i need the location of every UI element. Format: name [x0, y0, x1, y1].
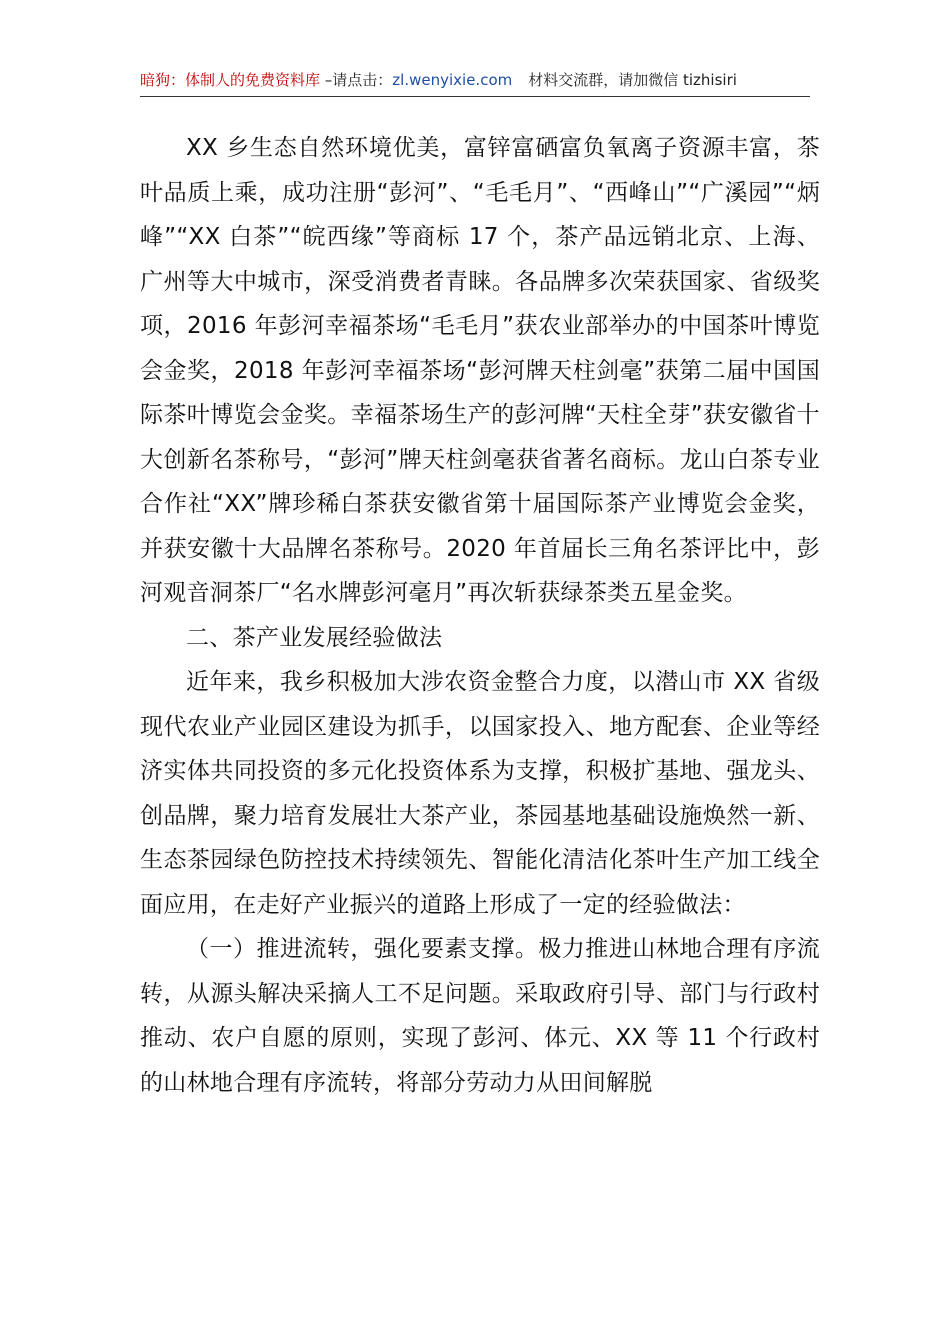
paragraph-transfer: （一）推进流转，强化要素支撑。极力推进山林地合理有序流转，从源头解决采摘人工不足问题。采取政府引导、部门与行政村推动、农户自愿的原则，实现了彭河、体元、XX 等 11 个行政村的山林地合理有序流转，将部分劳动力从田间解脱	[140, 936, 820, 1096]
header-prompt: –请点击：	[320, 71, 393, 89]
header-contact: 材料交流群，请加微信 tizhisiri	[528, 71, 737, 89]
page-header	[140, 66, 810, 97]
paragraph-brands: XX 乡生态自然环境优美，富锌富硒富负氧离子资源丰富，茶叶品质上乘，成功注册“彭河”、“毛毛月”、“西峰山”“广溪园”“炳峰”“XX 白茶”“皖西缘”等商标 17 个，茶产品远销北京、上海、广州等大中城市，深受消费者青睐。各品牌多次荣获国家、省级奖项，2016 年彭河幸福茶场“毛毛月”获农业部举办的中国茶叶博览会金奖，2018 年彭河幸福茶场“彭河牌天柱剑毫”获第二届中国国际茶叶博览会金奖。幸福茶场生产的彭河牌“天柱全芽”获安徽省十大创新名茶称号，“彭河”牌天柱剑毫获省著名商标。龙山白茶专业合作社“XX”牌珍稀白茶获安徽省第十届国际茶产业博览会金奖，并获安徽十大品牌名茶称号。2020 年首届长三角名茶评比中，彭河观音洞茶厂“名水牌彭河毫月”再次斩获绿茶类五星金奖。	[140, 135, 820, 606]
header-link[interactable]: zl.wenyixie.com	[392, 71, 513, 89]
header-brand: 暗狗：体制人的免费资料库	[140, 71, 321, 89]
document-body	[140, 126, 820, 1105]
section-heading: 二、茶产业发展经验做法	[186, 624, 443, 651]
paragraph-experience: 近年来，我乡积极加大涉农资金整合力度，以潜山市 XX 省级现代农业产业园区建设为抓手，以国家投入、地方配套、企业等经济实体共同投资的多元化投资体系为支撑，积极扩基地、强龙头、创品牌，聚力培育发展壮大茶产业，茶园基地基础设施焕然一新、生态茶园绿色防控技术持续领先、智能化清洁化茶叶生产加工线全面应用，在走好产业振兴的道路上形成了一定的经验做法：	[140, 669, 820, 918]
